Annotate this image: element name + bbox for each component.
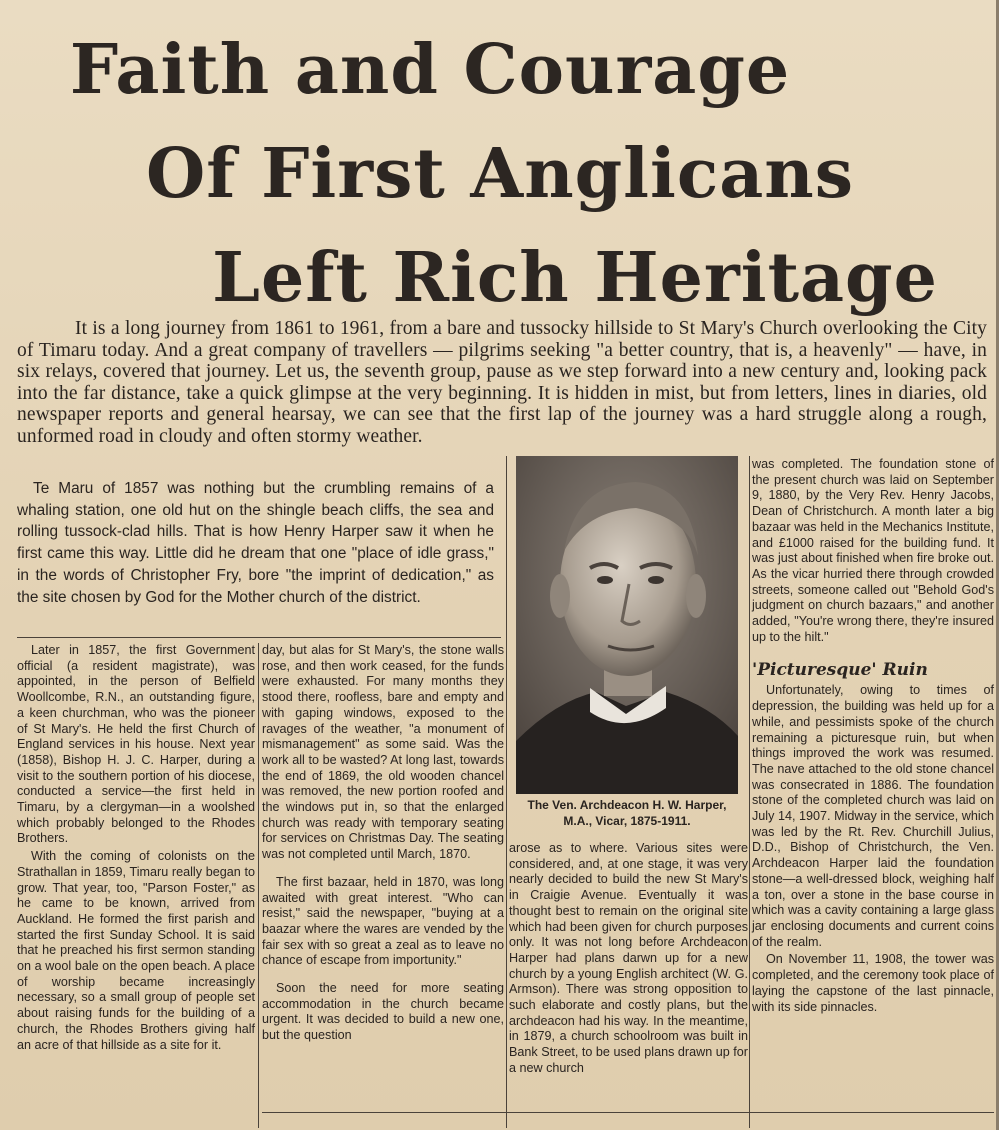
column-1	[17, 643, 255, 1128]
column-rule-2	[506, 456, 507, 1128]
column-1-paragraph-1: Later in 1857, the first Government official (a resident magistrate), was appointed, in the person of Belfield Woollcombe, R.N., an outstanding figure, a keen churchman, who was the pioneer of St Mary's. He held the first Church of England services in his house. Next year (1858), Bishop H. J. C. Harper, during a visit to the southern portion of his diocese, conducted a service—the first held in Timaru, by a clergyman—in a woolshed which probably belonged to the Rhodes Brothers.	[17, 643, 255, 846]
column-3	[509, 841, 748, 1103]
column-4	[752, 457, 994, 1117]
section-subheading: 'Picturesque' Ruin	[752, 660, 928, 681]
lead-divider	[17, 637, 501, 638]
column-4-paragraph-1: was completed. The foundation stone of the present church was laid on September 9, 1880, by the Very Rev. Henry Jacobs, Dean of Christchurch. A month later a big bazaar was held in the Mechanics Institute, and £1000 raised for the building fund. It was just about finished when fire broke out. As the vicar hurried there through crowded streets, someone called out "Behold God's judgment on church bazaars," and another added, "You're wrong there, they're insured up to the hilt."	[752, 457, 994, 644]
column-rule-3	[749, 456, 750, 1128]
headline-line-1: Faith and Courage	[69, 30, 791, 110]
column-2-paragraph-2: The first bazaar, held in 1870, was long awaited with great interest. "Who can resist," said the newspaper, "buying at a baazar where the wares are vended by the fair sex with so great a zeal as to leave no chance of escape from importunity."	[262, 874, 504, 968]
column-4-paragraph-3: On November 11, 1908, the tower was completed, and the ceremony took place of laying the capstone of the last pinnacle, with its side pinnacles.	[752, 952, 994, 1014]
photo-caption: The Ven. Archdeacon H. W. Harper, M.A., Vicar, 1875-1911.	[527, 798, 727, 828]
column-2-paragraph-1: day, but alas for St Mary's, the stone walls rose, and then work ceased, for the funds were exhausted. For many months they stood there, roofless, bare and empty and with gaping windows, exposed to the ravages of the weather, "a monument of mismanagement" as some said. Was the work all to be wasted? At long last, towards the end of 1869, the old wooden chancel was removed, the new portion roofed and the windows put in, so that the enlarged church was ready with temporary seating for services on Christmas Day. The seating was not completed until March, 1870.	[262, 643, 504, 862]
column-1-paragraph-2: With the coming of colonists on the Strathallan in 1859, Timaru really began to grow. That year, too, "Parson Foster," as he came to be known, arrived from Auckland. He formed the first parish and started the first Sunday School. It is said that he preached his first sermon standing on a wool bale on the open beach. A place of worship became increasingly necessary, so a small group of people set about raising funds for the building of a church, the Rhodes Brothers giving half an acre of that hillside as a site for it.	[17, 849, 255, 1052]
column-4-paragraph-2: Unfortunately, owing to times of depression, the building was held up for a while, and pessimists spoke of the church remaining a picturesque ruin, but when things improved the work was resumed. The nave attached to the old stone chancel was consecrated in 1886. The foundation stone of the completed church was laid on July 14, 1907. Midway in the service, which was led by the Rt. Rev. Churchill Julius, D.D., Bishop of Christchurch, the Ven. Archdeacon Harper laid the foundation stone—a well-dressed block, weighing half a ton, over a stone in the base course in which was a cavity containing a large glass jar enclosing documents and current coins of the realm.	[752, 683, 994, 949]
headline-line-3: Left Rich Heritage	[212, 238, 938, 318]
column-2	[262, 643, 504, 1103]
column-3-paragraph-1: arose as to where. Various sites were considered, and, at one stage, it was very nearly decided to build the new St Mary's in Craigie Avenue. Eventually it was thought best to remain on the original site which had been given for church purposes only. It was not long before Archdeacon Harper had plans darwn up for a new church by a young English architect (W. G. Armson). There was strong opposition to such elaborate and costly plans, but the archdeacon had his way. In the meantime, in 1879, a church schoolroom was built in Bank Street, to be used plans drawn up for a new church	[509, 841, 748, 1075]
column-2-paragraph-3: Soon the need for more seating accommodation in the church became urgent. It was decided to build a new one, but the question	[262, 981, 504, 1043]
lead-paragraph: Te Maru of 1857 was nothing but the crumbling remains of a whaling station, one old hut on the shingle beach cliffs, the sea and rolling tussock-clad hills. That is how Henry Harper saw it when he first came this way. Little did he dream that one "place of idle grass," in the words of Christopher Fry, bore "the imprint of dedication," as the site chosen by God for the Mother church of the district.	[17, 480, 494, 606]
intro-paragraph: It is a long journey from 1861 to 1961, from a bare and tussocky hillside to St Mary's Church overlooking the City of Timaru today. And a great company of travellers — pilgrims seeking "a better country, that is, a heavenly" — have, in six relays, covered that journey. Let us, the seventh group, pause as we step forward into a new century and, looking pack into the far distance, take a quick glimpse at the very beginning. It is hidden in mist, but from letters, lines in diaries, old newspaper reports and general hearsay, we can see that the first lap of the journey was a hard struggle along a rough, unformed road in cloudy and often stormy weather.	[17, 318, 987, 447]
portrait-illustration	[516, 456, 738, 794]
column-rule-1	[258, 643, 259, 1128]
headline-line-2: Of First Anglicans	[145, 134, 855, 214]
headline	[20, 18, 980, 330]
archdeacon-portrait-photo	[516, 456, 738, 794]
